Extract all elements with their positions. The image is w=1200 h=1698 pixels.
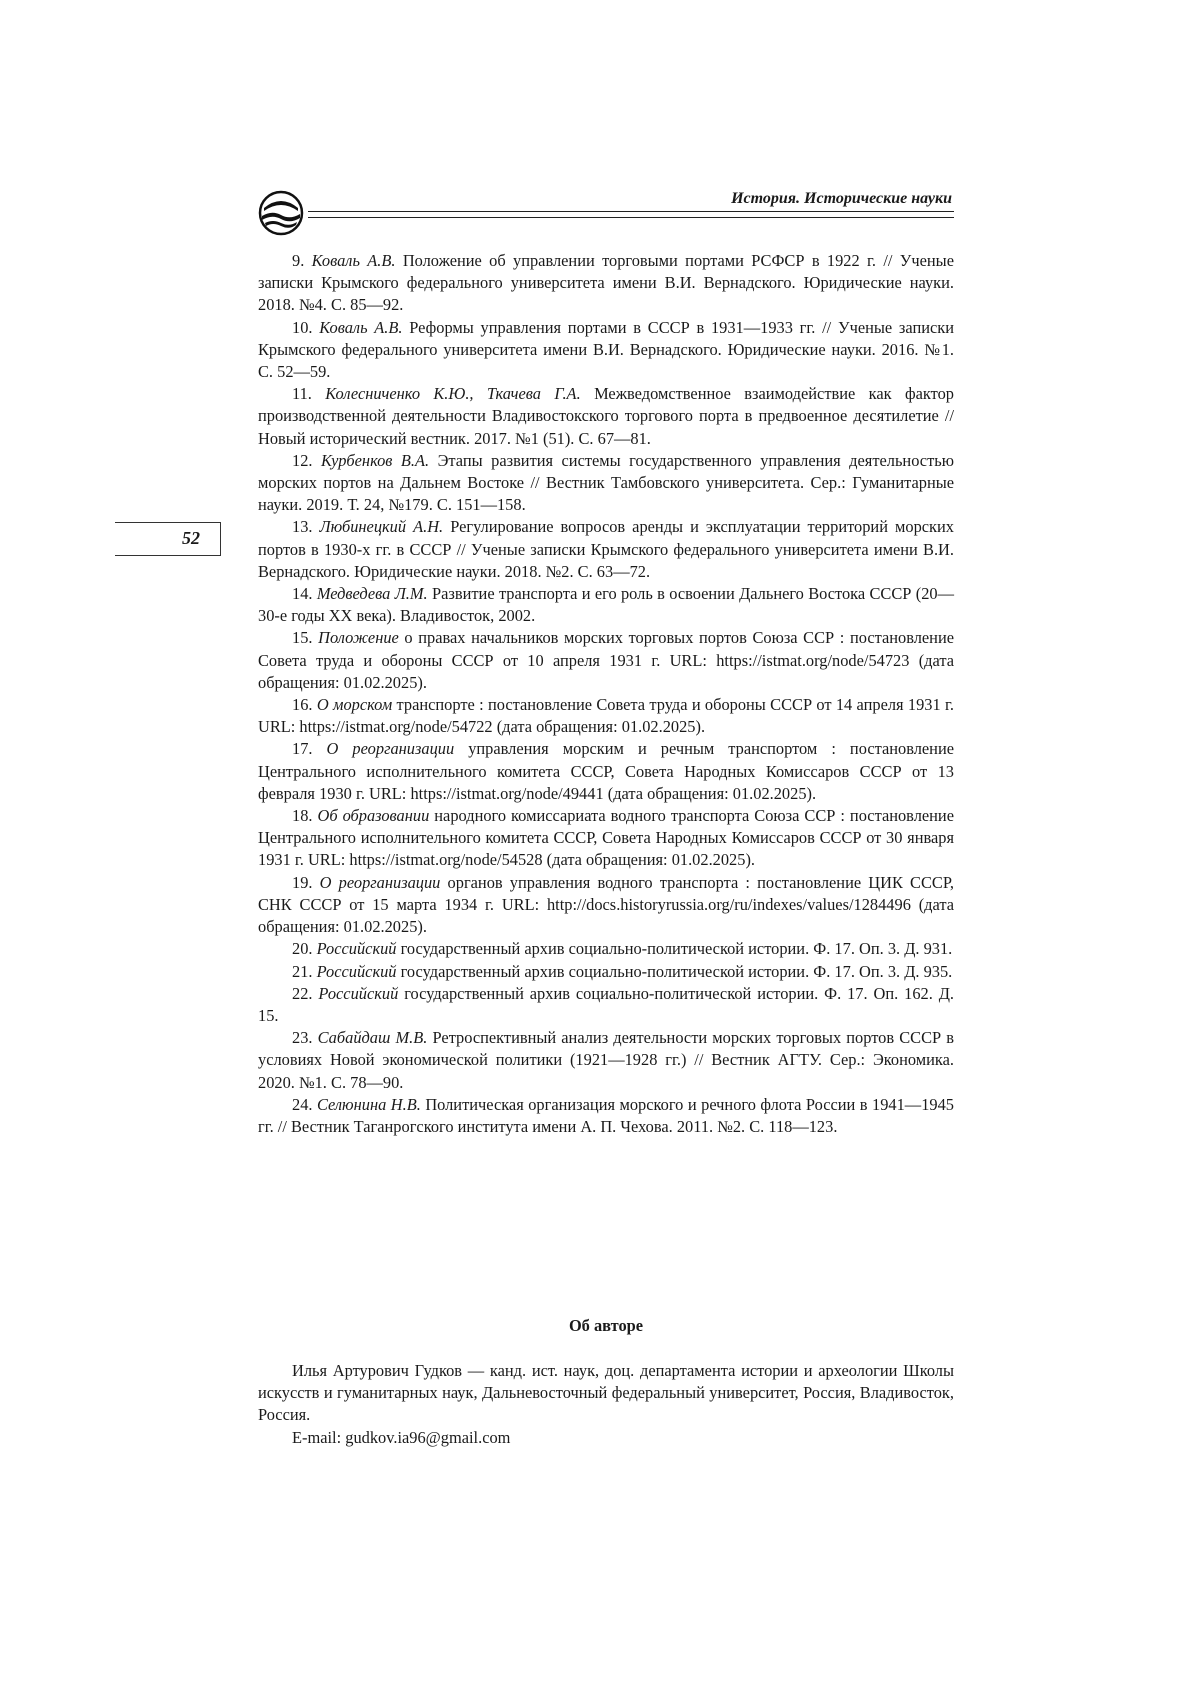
reference-item: 23. Сабайдаш М.В. Ретроспективный анализ деятельности морских торговых портов СССР в условиях Новой экономической политики (1921—1928 гг.) // Вестник АГТУ. Сер.: Экономика. 2020. №1. С. 78—90. [258,1028,955,1092]
about-author-heading: Об авторе [568,1316,644,1335]
reference-author: О реорганизации [326,739,455,759]
reference-item: 10. Коваль А.В. Реформы управления портами в СССР в 1931—1933 гг. // Ученые записки Крымского федерального университета имени В.И. Вернадского. Юридические науки. 2016. №1. С. 52—59. [258,317,955,382]
reference-item: 21. Российский государственный архив социально-политической истории. Ф. 17. Оп. 3. Д. 935. [292,961,953,981]
reference-author: Колесниченко К.Ю., Ткачева Г.А. [325,384,581,404]
reference-item: 15. Положение о правах начальников морских торговых портов Союза ССР : постановление Совета труда и обороны СССР от 10 апреля 1931 г. URL: https://istmat.org/node/54723 (дата обращения: 01.02.2025). [258,628,954,692]
journal-logo-icon [258,190,304,236]
page-number-box [115,522,221,556]
author-email: E-mail: gudkov.ia96@gmail.com [292,1427,511,1447]
reference-item: 17. О реорганизации управления морским и речным транспортом : постановление Центрального исполнительного комитета СССР, Совета Народных Комиссаров СССР от 13 февраля 1930 г. URL: https://istmat.org/node/49441 (дата обращения: 01.02.2025). [258,739,954,803]
about-author-section [258,1360,954,1449]
page-header [258,186,954,236]
reference-author: Сабайдаш М.В. [317,1028,428,1048]
reference-author: Курбенков В.А. [320,450,430,470]
reference-author: Российский [318,983,399,1003]
reference-item: 11. Колесниченко К.Ю., Ткачева Г.А. Межведомственное взаимодействие как фактор производственной деятельности Владивостокского торгового порта в предвоенное десятилетие // Новый исторический вестник. 2017. №1 (51). С. 67—81. [258,384,954,448]
header-rule [308,211,954,218]
page-number: 52 [182,528,200,548]
reference-item: 19. О реорганизации органов управления водного транспорта : постановление ЦИК СССР, СНК СССР от 15 марта 1934 г. URL: http://docs.historyrussia.org/ru/indexes/values/1284496 (дата обращения: 01.02.2025). [258,872,954,937]
reference-item: 12. Курбенков В.А. Этапы развития системы государственного управления деятельностью морских портов на Дальнем Востоке // Вестник Тамбовского университета. Сер.: Гуманитарные науки. 2019. Т. 24, №179. С. 151—158. [258,450,954,515]
reference-item: 18. Об образовании народного комиссариата водного транспорта Союза ССР : постановление Центрального исполнительного комитета СССР, Совета Народных Комиссаров СССР от 30 января 1931 г. URL: https://istmat.org/node/54528 (дата обращения: 01.02.2025). [258,806,954,870]
reference-list [258,250,954,1138]
author-bio: Илья Артурович Гудков — канд. ист. наук, доц. департамента истории и археологии Школы искусств и гуманитарных наук, Дальневосточный федеральный университет, Россия, Владивосток, Россия. [258,1361,954,1425]
reference-author: Коваль А.В. [311,251,396,270]
reference-author: Коваль А.В. [319,317,403,337]
reference-author: О реорганизации [319,872,441,892]
reference-item: 9. Коваль А.В. Положение об управлении торговыми портами РСФСР в 1922 г. // Ученые записки Крымского федерального университета имени В.И. Вернадского. Юридические науки. 2018. №4. С. 85—92. [258,251,954,315]
reference-item: 14. Медведева Л.М. Развитие транспорта и его роль в освоении Дальнего Востока СССР (20—30-е годы XX века). Владивосток, 2002. [258,584,954,626]
reference-author: Российский [316,961,397,981]
reference-author: Селюнина Н.В. [317,1094,421,1114]
running-title: История. Исторические науки [731,190,952,207]
reference-author: Об образовании [317,806,430,826]
reference-author: Российский [316,939,397,959]
reference-item: 16. О морском транспорте : постановление Совета труда и обороны СССР от 14 апреля 1931 г. URL: https://istmat.org/node/54722 (дата обращения: 01.02.2025). [258,695,954,737]
reference-author: Медведева Л.М. [316,584,428,604]
reference-item: 13. Любинецкий А.Н. Регулирование вопросов аренды и эксплуатации территорий морских портов в 1930-х гг. в СССР // Ученые записки Крымского федерального университета имени В.И. Вернадского. Юридические науки. 2018. №2. С. 63—72. [258,517,954,581]
reference-item: 20. Российский государственный архив социально-политической истории. Ф. 17. Оп. 3. Д. 931. [292,939,953,959]
reference-author: О морском [316,695,393,715]
reference-author: Любинецкий А.Н. [319,517,444,537]
reference-author: Положение [318,628,399,648]
reference-item: 24. Селюнина Н.В. Политическая организация морского и речного флота России в 1941—1945 гг. // Вестник Таганрогского института имени А. П. Чехова. 2011. №2. С. 118—123. [258,1094,954,1136]
reference-item: 22. Российский государственный архив социально-политической истории. Ф. 17. Оп. 162. Д. 15. [258,983,954,1025]
